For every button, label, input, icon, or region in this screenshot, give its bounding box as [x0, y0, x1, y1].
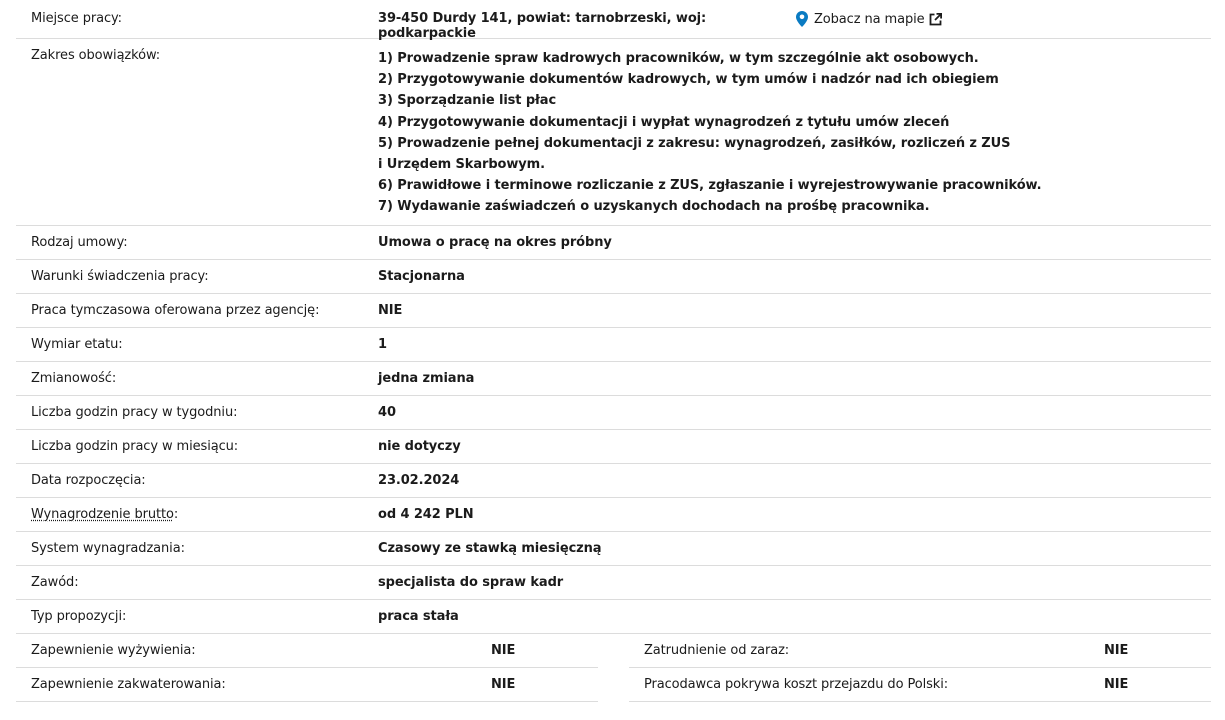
meals-label: Zapewnienie wyżywienia: [31, 643, 196, 658]
gross-salary-label [16, 498, 378, 531]
offer-details [16, 0, 1211, 702]
immediate-hire-value: NIE [1104, 643, 1129, 658]
row-start-date [16, 464, 1211, 498]
duties-label: Zakres obowiązków: [31, 48, 161, 63]
duty-line: 7) Wydawanie zaświadczeń o uzyskanych dochodach na prośbę pracownika. [378, 199, 930, 215]
row-work-conditions [16, 260, 1211, 294]
map-pin-icon [796, 11, 808, 27]
duty-line: 5) Prowadzenie pełnej dokumentacji z zakresu: wynagrodzeń, zasiłków, rozliczeń z ZUS [378, 135, 1011, 151]
two-column-section [16, 634, 1211, 702]
job-size-value: 1 [378, 337, 387, 352]
duty-line: 4) Przygotowywanie dokumentacji i wypłat wynagrodzeń z tytułu umów zleceń [378, 114, 950, 130]
pay-system-label: System wynagradzania: [31, 541, 185, 556]
travel-cost-value: NIE [1104, 677, 1129, 692]
row-shifts [16, 362, 1211, 396]
offer-type-value: praca stała [378, 609, 459, 624]
contract-type-label: Rodzaj umowy: [31, 235, 128, 250]
monthly-hours-value: nie dotyczy [378, 439, 461, 454]
work-conditions-label: Warunki świadczenia pracy: [31, 269, 209, 284]
gross-salary-tooltip-term[interactable]: Wynagrodzenie brutto [31, 507, 174, 522]
meals-value: NIE [491, 643, 516, 658]
duty-line: 2) Przygotowywanie dokumentów kadrowych, w tym umów i nadzór nad ich obiegiem [378, 72, 999, 88]
temp-agency-value: NIE [378, 303, 403, 318]
duty-line: 3) Sporządzanie list płac [378, 93, 557, 109]
pay-system-value: Czasowy ze stawką miesięczną [378, 541, 602, 556]
row-meals [16, 634, 598, 668]
gross-salary-colon: : [173, 507, 179, 522]
accommodation-label: Zapewnienie zakwaterowania: [31, 677, 226, 692]
row-offer-type [16, 600, 1211, 634]
duty-line: i Urzędem Skarbowym. [378, 156, 545, 172]
right-column [629, 634, 1211, 702]
job-size-label: Wymiar etatu: [31, 337, 123, 352]
row-contract-type [16, 226, 1211, 260]
duties-value [378, 39, 1211, 225]
travel-cost-label: Pracodawca pokrywa koszt przejazdu do Polski: [644, 677, 948, 692]
row-gross-salary [16, 498, 1211, 532]
shifts-label: Zmianowość: [31, 371, 117, 386]
workplace-label: Miejsce pracy: [31, 11, 122, 26]
workplace-value [378, 0, 1211, 41]
shifts-value: jedna zmiana [378, 371, 475, 386]
row-weekly-hours [16, 396, 1211, 430]
external-link-icon [929, 13, 942, 26]
row-temp-agency [16, 294, 1211, 328]
offer-type-label: Typ propozycji: [31, 609, 127, 624]
profession-label: Zawód: [31, 575, 79, 590]
duty-line: 1) Prowadzenie spraw kadrowych pracowników, w tym szczególnie akt osobowych. [378, 51, 979, 66]
weekly-hours-value: 40 [378, 405, 396, 420]
row-profession [16, 566, 1211, 600]
accommodation-value: NIE [491, 677, 516, 692]
show-on-map-link[interactable] [796, 11, 942, 27]
temp-agency-label: Praca tymczasowa oferowana przez agencję: [31, 303, 320, 318]
row-workplace [16, 0, 1211, 39]
row-pay-system [16, 532, 1211, 566]
gross-salary-value: od 4 242 PLN [378, 507, 474, 522]
duty-line: 6) Prawidłowe i terminowe rozliczanie z ZUS, zgłaszanie i wyrejestrowywanie pracowników. [378, 178, 1042, 194]
left-column [16, 634, 598, 702]
weekly-hours-label: Liczba godzin pracy w tygodniu: [31, 405, 238, 420]
row-duties [16, 39, 1211, 226]
start-date-value: 23.02.2024 [378, 473, 460, 488]
row-job-size [16, 328, 1211, 362]
monthly-hours-label: Liczba godzin pracy w miesiącu: [31, 439, 239, 454]
profession-value: specjalista do spraw kadr [378, 575, 564, 590]
workplace-address: 39-450 Durdy 141, powiat: tarnobrzeski, woj: podkarpackie [378, 11, 707, 41]
immediate-hire-label: Zatrudnienie od zaraz: [644, 643, 790, 658]
work-conditions-value: Stacjonarna [378, 269, 465, 284]
row-immediate-hire [629, 634, 1211, 668]
row-travel-cost [629, 668, 1211, 702]
row-monthly-hours [16, 430, 1211, 464]
start-date-label: Data rozpoczęcia: [31, 473, 146, 488]
contract-type-value: Umowa o pracę na okres próbny [378, 235, 612, 250]
show-on-map-label: Zobacz na mapie [814, 11, 925, 27]
row-accommodation [16, 668, 598, 702]
